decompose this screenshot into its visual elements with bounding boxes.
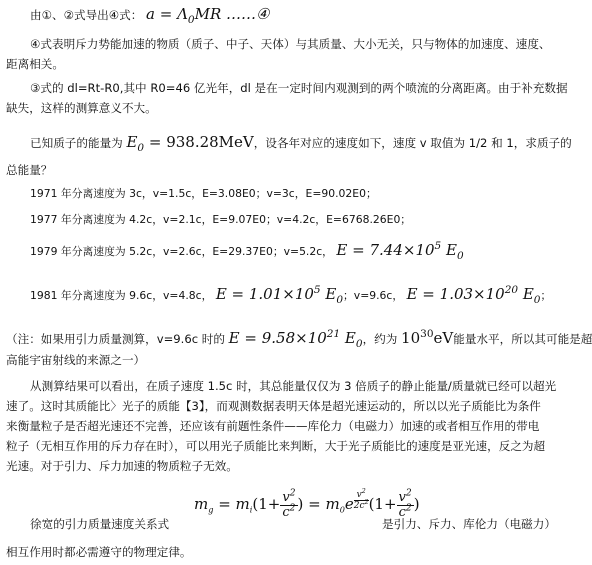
- paragraph-line: 来衡量粒子是否超光速还不完善，还应该有前题性条件——库伦力（电磁力）加速的或者相互作用的带电: [6, 419, 540, 433]
- formula-1981-b: $E = 1.03\times 10^{20}$ $E_0$: [406, 284, 541, 306]
- fraction-v2-c2: $\frac{v^2}{c^2}$: [282, 488, 296, 520]
- result-1977: 1977 年分离速度为 4.2c，v=2.1c，E=9.07E0；v=4.2c，E=6768.26E0；: [30, 213, 412, 226]
- formula-note: $E = 9.58\times 10^{21}$ $E_0$: [228, 328, 363, 350]
- result-1979: 1979 年分离速度为 5.2c，v=2.6c，E=29.37E0；v=5.2c， $E = 7.44\times 10^5$ $E_0$: [30, 240, 464, 262]
- paragraph-line: 相互作用时都必需遵守的物理定律。: [6, 545, 192, 559]
- formula-intro: 徐宽的引力质量速度关系式: [30, 517, 170, 531]
- formula-1979: $E = 7.44\times 10^5$ $E_0$: [336, 240, 464, 262]
- paragraph-line: ③式的 dl=Rt-R0,其中 R0=46 亿光年，dl 是在一定时间内观测到的两个喷流的分离距离。由于补充数据: [30, 81, 568, 95]
- question-line: 总能量？: [6, 163, 53, 177]
- paragraph-line: 从测算结果可以看出，在质子速度 1.5c 时，其总能量仅仅为 3 倍质子的静止能量/质量就已经可以超光: [30, 379, 557, 393]
- note-line: （注：如果用引力质量测算，v=9.6c 时的 $E = 9.58\times 10^{21}$ $E_0$，约为 $10^{30}eV$能量水平，所以其可能是超: [6, 328, 592, 350]
- paragraph-line: 粒子（无相互作用的斥力存在时），可以用光子质能比来判断，大于光子质能比的速度是亚光速，反之为超: [6, 439, 546, 453]
- formula-e0: $E_0$: [126, 133, 145, 154]
- formula-1981-a: $E = 1.01\times 10^5$ $E_0$: [215, 284, 344, 306]
- paragraph-line: ④式表明斥力势能加速的物质（质子、中子、天体）与其质量、大小无关，只与物体的加速度、速度、: [30, 37, 551, 51]
- formula-4: $a = \Lambda_0MR$ ……④: [146, 5, 270, 26]
- mass-velocity-formula: $m_g = m_i(1+$ $\frac{v^2}{c^2}$ ) = $m_0e$ $\frac{v^2}{2c^2}$ (1+ $\frac{v^2}{c^2}$ ): [194, 488, 420, 520]
- result-1981: 1981 年分离速度为 9.6c，v=4.8c， $E = 1.01\times 10^5$ $E_0$；v=9.6c， $E = 1.03\times 10^{20}$ $E_0$；: [30, 284, 552, 306]
- paragraph-line: 距离相关。: [6, 57, 64, 71]
- paragraph-line: 速了。这时其质能比〉光子的质能【3】，而观测数据表明天体是超光速运动的，所以以光子质能比为条件: [6, 399, 541, 413]
- formula-line-4: [30, 5, 270, 26]
- result-1971: 1971 年分离速度为 3c，v=1.5c，E=3.08E0；v=3c，E=90.02E0；: [30, 187, 377, 200]
- text-derive: 由①、②式导出④式：: [30, 8, 143, 22]
- formula-ev: $10^{30}eV$: [401, 328, 454, 347]
- exponent-fraction: $\frac{v^2}{2c^2}$: [353, 488, 369, 511]
- formula-conclusion: 是引力、斥力、库伦力（电磁力）: [382, 517, 556, 531]
- fraction-v2-c2-b: $\frac{v^2}{c^2}$: [398, 488, 412, 520]
- proton-energy-line: 已知质子的能量为 $E_0 = 938.28MeV$，设各年对应的速度如下，速度 v 取值为 1/2 和 1，求质子的: [30, 133, 572, 154]
- note-line-2: 高能宇宙射线的来源之一）: [6, 353, 146, 367]
- paragraph-line: 缺失，这样的测算意义不大。: [6, 101, 157, 115]
- paragraph-line: 光速。对于引力、斥力加速的物质粒子无效。: [6, 459, 238, 473]
